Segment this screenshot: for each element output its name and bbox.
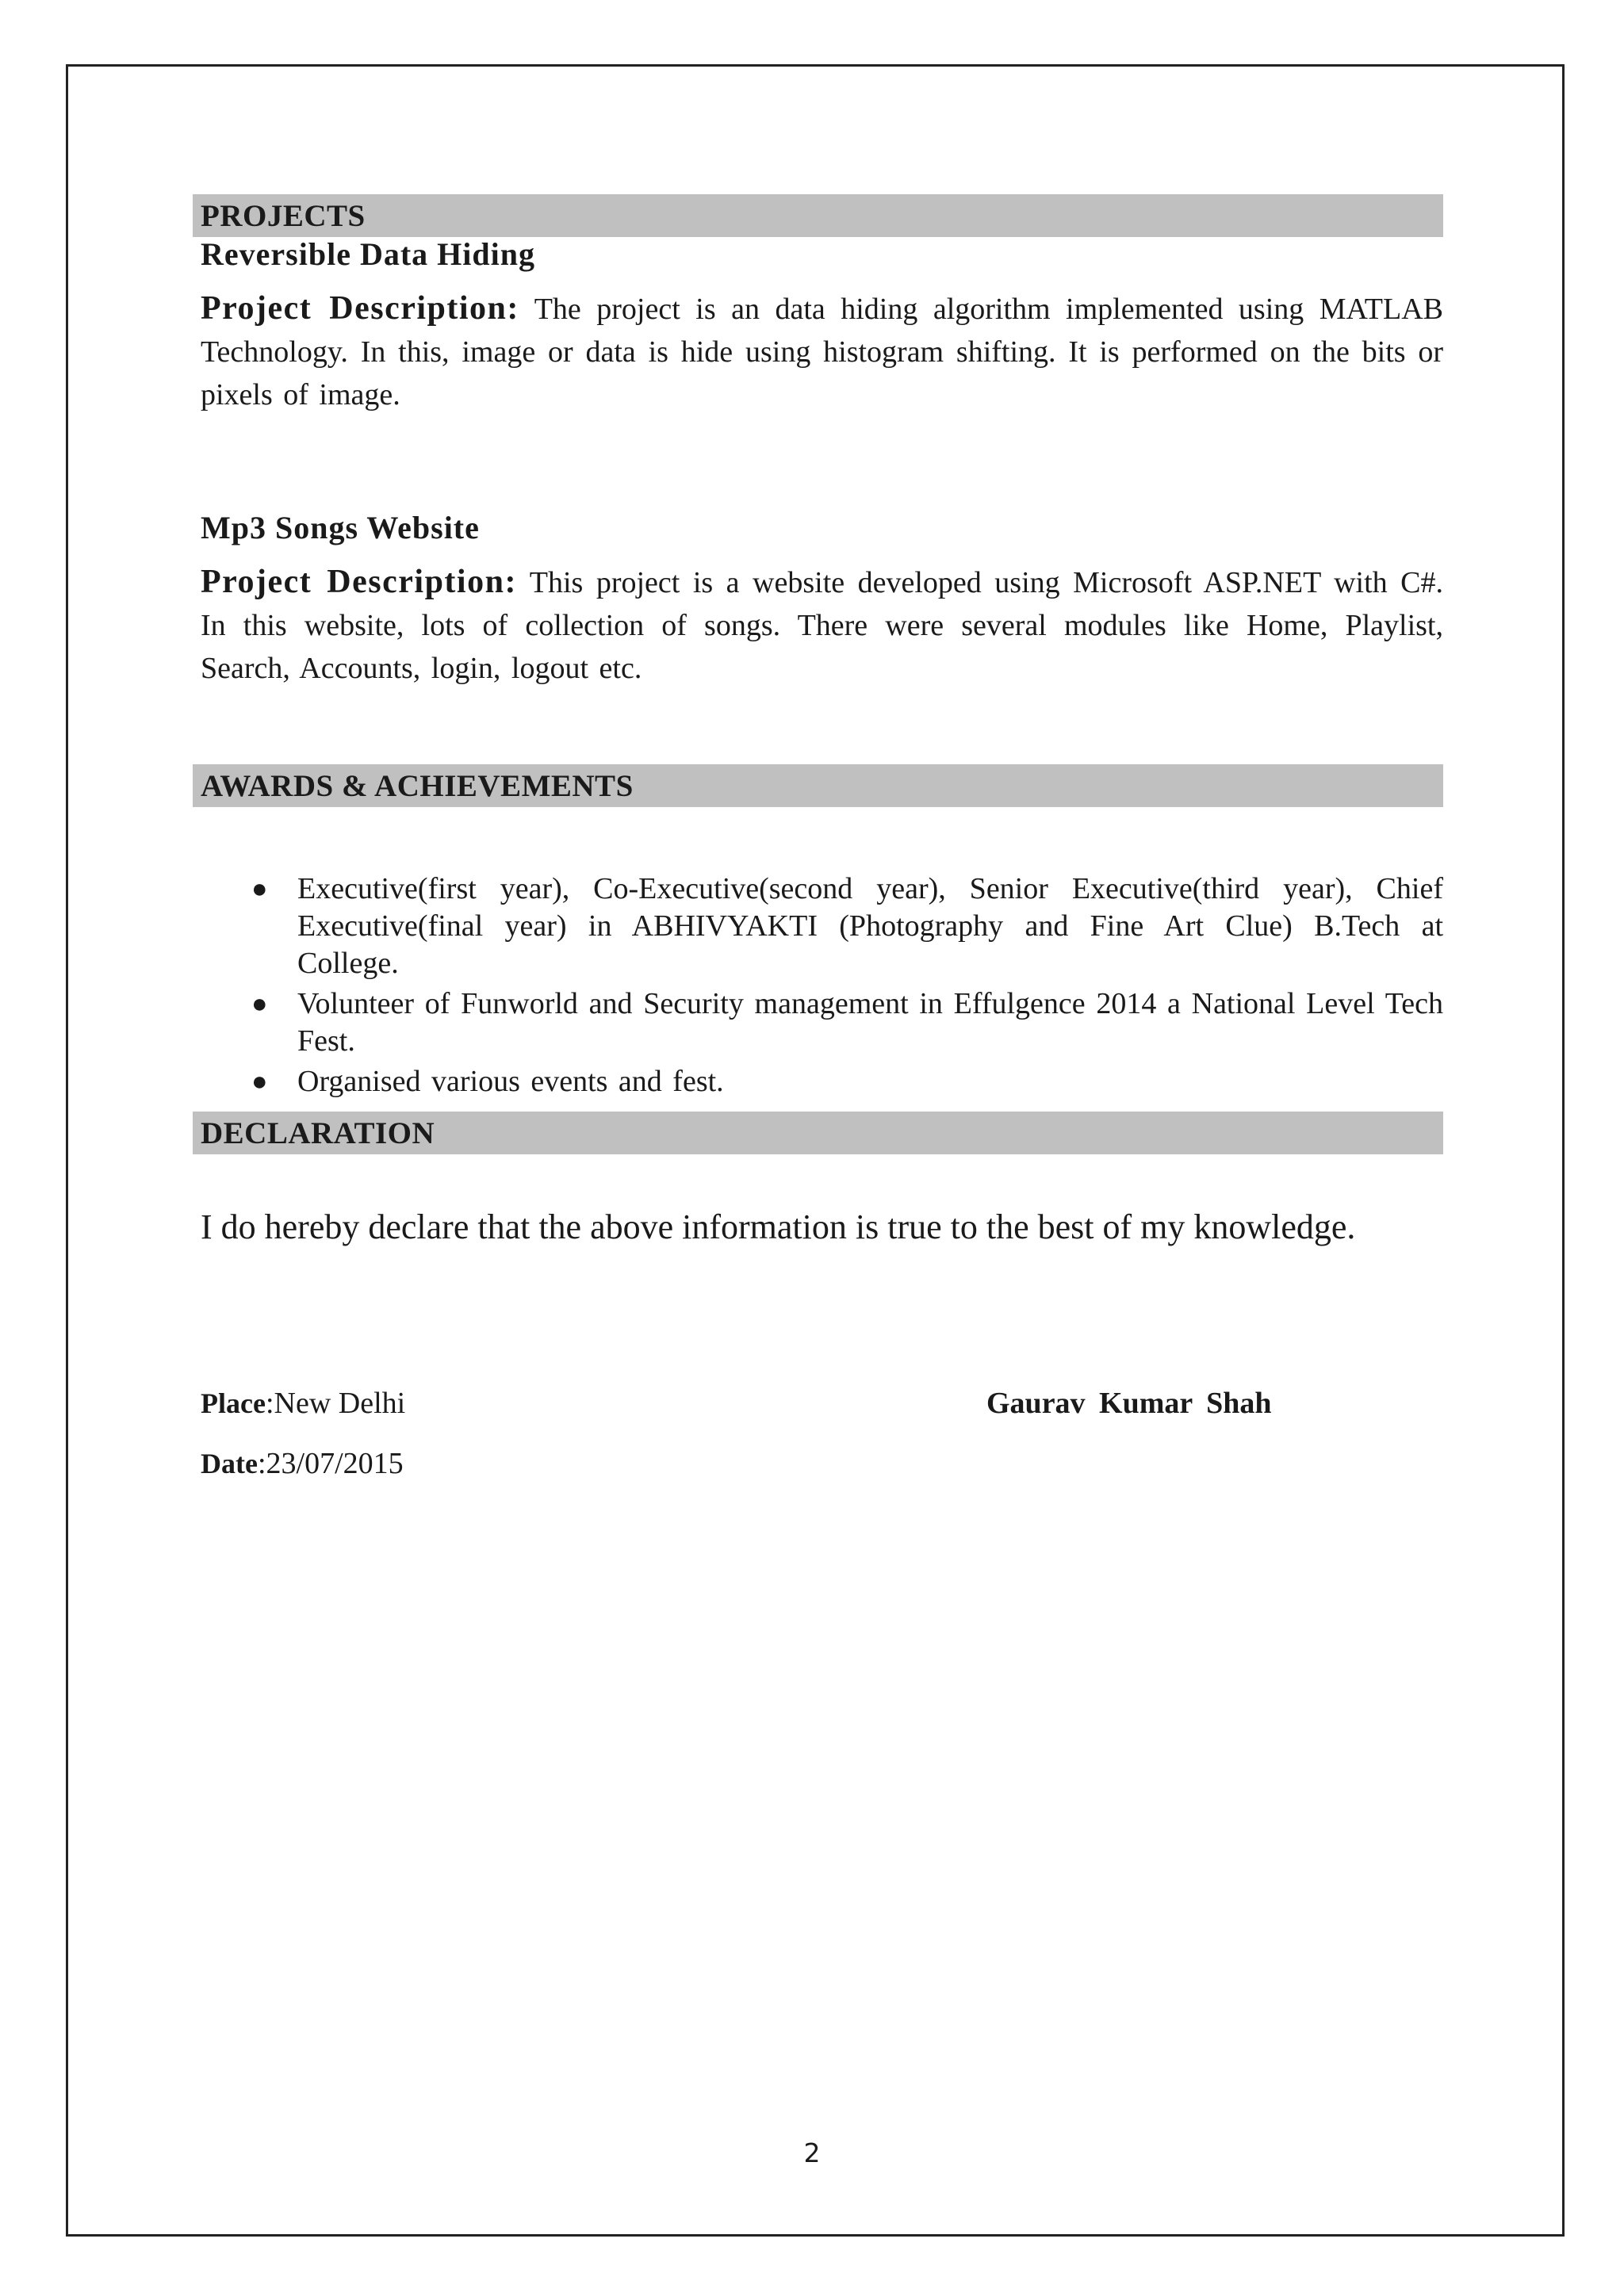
project-description-text: This project is a website developed using Microsoft ASP.NET with C#. In this website, lots of collection of songs. There were several modules like Home, Playlist, Search, Accounts, login, logout etc. — [201, 566, 1444, 685]
date-row: Date:23/07/2015 — [201, 1447, 404, 1480]
place-row: Place:New Delhi Gaurav Kumar Shah — [193, 1382, 1443, 1425]
project-title: Reversible Data Hiding — [201, 236, 535, 272]
place-label: Place — [201, 1387, 266, 1419]
date-label: Date — [201, 1448, 258, 1479]
list-item-text: Volunteer of Funworld and Security management in Effulgence 2014 a National Level Tech Fest. — [297, 987, 1443, 1058]
project-description-label: Project Description: — [201, 290, 519, 327]
signatory-name: Gaurav Kumar Shah — [986, 1387, 1272, 1420]
bullet-icon: ● — [251, 1067, 268, 1096]
declaration-text: I do hereby declare that the above information is true to the best of my knowledge. — [201, 1207, 1356, 1246]
list-item-text: Organised various events and fest. — [297, 1065, 724, 1098]
list-item — [251, 1063, 1443, 1100]
list-item — [251, 871, 1443, 982]
project-description-text: The project is an data hiding algorithm implemented using MATLAB Technology. In this, image or data is hide using histogram shifting. It is performed on the bits or pixels of image. — [201, 293, 1443, 411]
resume-page-content — [193, 194, 1443, 1485]
awards-section-header: AWARDS & ACHIEVEMENTS — [193, 764, 1443, 807]
list-item — [251, 985, 1443, 1060]
project-description — [193, 287, 1443, 416]
page-number: 2 — [803, 2137, 821, 2168]
bullet-icon: ● — [251, 989, 268, 1019]
bullet-icon: ● — [251, 874, 268, 904]
project-description — [193, 561, 1443, 690]
project-description-label: Project Description: — [201, 564, 517, 600]
place-value: New Delhi — [274, 1387, 406, 1420]
awards-list — [193, 871, 1443, 1100]
date-value: 23/07/2015 — [266, 1447, 404, 1480]
projects-section-header: PROJECTS — [193, 194, 1443, 237]
declaration-section-header: DECLARATION — [193, 1112, 1443, 1154]
project-title: Mp3 Songs Website — [201, 510, 480, 545]
list-item-text: Executive(first year), Co-Executive(second year), Senior Executive(third year), Chief Executive(final year) in ABHIVYAKTI (Photography and Fine Art Clue) B.Tech at College. — [297, 872, 1443, 980]
